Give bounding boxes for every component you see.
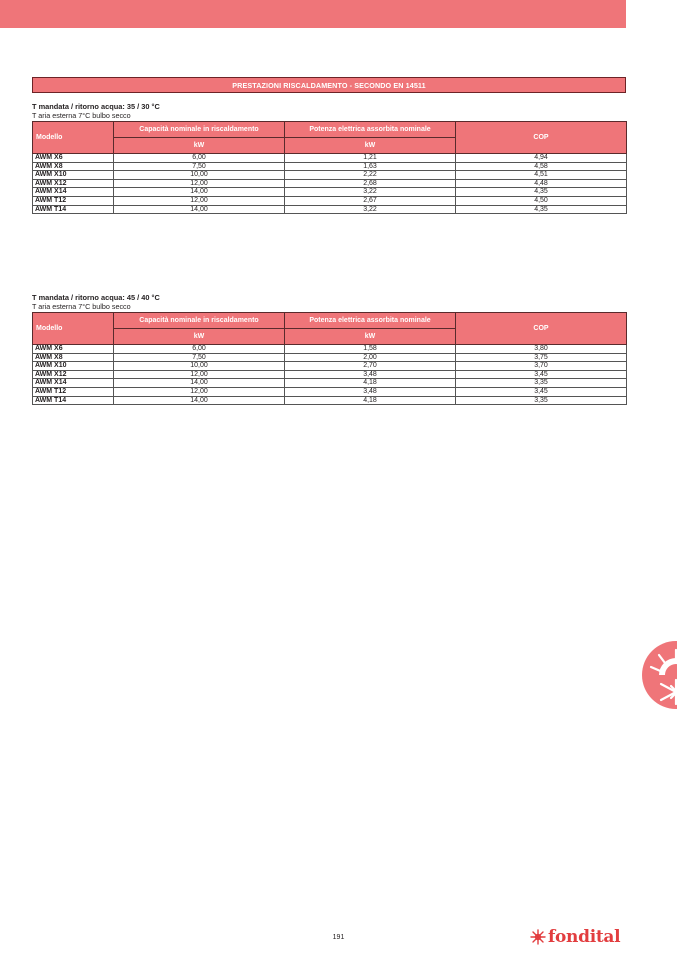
model-cell: AWM X6: [33, 345, 114, 354]
page-number: 191: [332, 934, 345, 941]
model-cell: AWM X10: [33, 362, 114, 371]
header-cop: COP: [456, 122, 627, 154]
header-model: Modello: [33, 122, 114, 154]
header-power-unit: kW: [285, 138, 456, 154]
header-capacity-unit: kW: [114, 138, 285, 154]
header-power: Potenza elettrica assorbita nominale: [285, 313, 456, 329]
table-row: [33, 188, 627, 197]
model-cell: AWM X14: [33, 379, 114, 388]
performance-table: [32, 121, 627, 214]
cop-cell: 4,50: [456, 196, 627, 205]
capacity-cell: 6,00: [114, 154, 285, 163]
brand-name: fondital: [548, 927, 621, 947]
condition-title: T mandata / ritorno acqua: 45 / 40 °C: [32, 293, 160, 302]
model-cell: AWM X14: [33, 188, 114, 197]
model-cell: AWM X10: [33, 171, 114, 180]
table-row: [33, 396, 627, 405]
power-cell: 1,58: [285, 345, 456, 354]
header-capacity: Capacità nominale in riscaldamento: [114, 313, 285, 329]
table-row: [33, 179, 627, 188]
power-cell: 2,22: [285, 171, 456, 180]
capacity-cell: 7,50: [114, 353, 285, 362]
model-cell: AWM T12: [33, 387, 114, 396]
table-row: [33, 196, 627, 205]
table-row: [33, 362, 627, 371]
table-row: [33, 353, 627, 362]
capacity-cell: 14,00: [114, 188, 285, 197]
cop-cell: 4,35: [456, 188, 627, 197]
top-color-bar: [0, 0, 626, 28]
power-cell: 3,22: [285, 188, 456, 197]
model-cell: AWM X6: [33, 154, 114, 163]
table-row: [33, 345, 627, 354]
power-cell: 2,00: [285, 353, 456, 362]
table-row: [33, 162, 627, 171]
condition-title: T mandata / ritorno acqua: 35 / 30 °C: [32, 102, 160, 111]
capacity-cell: 12,00: [114, 370, 285, 379]
performance-block-2: [32, 293, 627, 405]
capacity-cell: 10,00: [114, 362, 285, 371]
power-cell: 3,48: [285, 370, 456, 379]
power-cell: 3,48: [285, 387, 456, 396]
model-cell: AWM T12: [33, 196, 114, 205]
cop-cell: 4,58: [456, 162, 627, 171]
cop-cell: 4,51: [456, 171, 627, 180]
power-cell: 1,21: [285, 154, 456, 163]
capacity-cell: 12,00: [114, 196, 285, 205]
cop-cell: 3,35: [456, 379, 627, 388]
model-cell: AWM X8: [33, 353, 114, 362]
header-model: Modello: [33, 313, 114, 345]
header-cop: COP: [456, 313, 627, 345]
model-cell: AWM X12: [33, 179, 114, 188]
table-row: [33, 387, 627, 396]
power-cell: 3,22: [285, 205, 456, 214]
cop-cell: 4,48: [456, 179, 627, 188]
sun-snowflake-icon: [641, 640, 677, 710]
model-cell: AWM T14: [33, 205, 114, 214]
capacity-cell: 12,00: [114, 387, 285, 396]
capacity-cell: 14,00: [114, 205, 285, 214]
brand-logo: [530, 928, 620, 946]
power-cell: 2,70: [285, 362, 456, 371]
model-cell: AWM X12: [33, 370, 114, 379]
cop-cell: 3,70: [456, 362, 627, 371]
table-row: [33, 379, 627, 388]
header-capacity: Capacità nominale in riscaldamento: [114, 122, 285, 138]
model-cell: AWM X8: [33, 162, 114, 171]
table-row: [33, 205, 627, 214]
power-cell: 4,18: [285, 379, 456, 388]
capacity-cell: 14,00: [114, 379, 285, 388]
header-power-unit: kW: [285, 329, 456, 345]
condition-subtitle: T aria esterna 7°C bulbo secco: [32, 302, 131, 311]
capacity-cell: 6,00: [114, 345, 285, 354]
section-title: PRESTAZIONI RISCALDAMENTO - SECONDO EN 14511: [232, 80, 426, 90]
cop-cell: 4,94: [456, 154, 627, 163]
power-cell: 1,63: [285, 162, 456, 171]
power-cell: 4,18: [285, 396, 456, 405]
model-cell: AWM T14: [33, 396, 114, 405]
capacity-cell: 7,50: [114, 162, 285, 171]
cop-cell: 4,35: [456, 205, 627, 214]
capacity-cell: 10,00: [114, 171, 285, 180]
cop-cell: 3,80: [456, 345, 627, 354]
power-cell: 2,67: [285, 196, 456, 205]
power-cell: 2,68: [285, 179, 456, 188]
performance-block-1: [32, 102, 627, 214]
capacity-cell: 14,00: [114, 396, 285, 405]
cop-cell: 3,75: [456, 353, 627, 362]
performance-table: [32, 312, 627, 405]
capacity-cell: 12,00: [114, 179, 285, 188]
section-title-banner: [32, 77, 626, 93]
header-power: Potenza elettrica assorbita nominale: [285, 122, 456, 138]
snowflake-flower-icon: [530, 929, 546, 945]
table-row: [33, 370, 627, 379]
cop-cell: 3,35: [456, 396, 627, 405]
table-row: [33, 171, 627, 180]
cop-cell: 3,45: [456, 370, 627, 379]
header-capacity-unit: kW: [114, 329, 285, 345]
table-row: [33, 154, 627, 163]
condition-subtitle: T aria esterna 7°C bulbo secco: [32, 111, 131, 120]
cop-cell: 3,45: [456, 387, 627, 396]
